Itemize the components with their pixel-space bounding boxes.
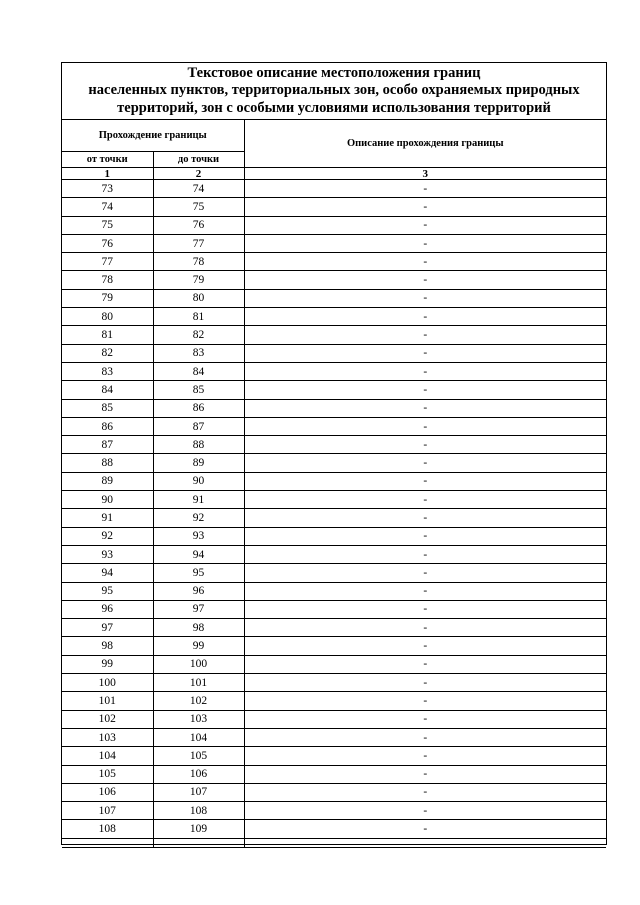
table-row xyxy=(62,362,606,380)
cell-from-point: 85 xyxy=(62,399,153,417)
table-row xyxy=(62,509,606,527)
cell-description: - xyxy=(244,674,606,692)
cell-to-point: 87 xyxy=(153,417,244,435)
header-col-2: 2 xyxy=(153,168,244,180)
table-row xyxy=(62,216,606,234)
cell-description: - xyxy=(244,710,606,728)
cell-to-point: 97 xyxy=(153,600,244,618)
cell-from-point: 99 xyxy=(62,655,153,673)
table-row xyxy=(62,655,606,673)
table-row xyxy=(62,381,606,399)
cell-description: - xyxy=(244,198,606,216)
cell-to-point: 100 xyxy=(153,655,244,673)
cell-from-point: 76 xyxy=(62,234,153,252)
cell-from-point: 73 xyxy=(62,180,153,198)
header-from-point: от точки xyxy=(62,152,153,168)
cell-to-point: 108 xyxy=(153,802,244,820)
cell-description: - xyxy=(244,491,606,509)
cell-from-point: 98 xyxy=(62,637,153,655)
cell-from-point: 107 xyxy=(62,802,153,820)
table-row xyxy=(62,564,606,582)
cell-to-point: 75 xyxy=(153,198,244,216)
cell-description: - xyxy=(244,600,606,618)
cell-from-point: 87 xyxy=(62,436,153,454)
table-row xyxy=(62,198,606,216)
document-title xyxy=(62,63,606,120)
cell-description: - xyxy=(244,783,606,801)
cell-from-point: 102 xyxy=(62,710,153,728)
cell-to-point: 105 xyxy=(153,747,244,765)
cell-from-point: 100 xyxy=(62,674,153,692)
cell-description: - xyxy=(244,728,606,746)
cell-to-point: 95 xyxy=(153,564,244,582)
cell-from-point: 78 xyxy=(62,271,153,289)
cell-from-point: 83 xyxy=(62,362,153,380)
header-col-3: 3 xyxy=(244,168,606,180)
table-row xyxy=(62,417,606,435)
cell-from-point: 97 xyxy=(62,619,153,637)
table-row xyxy=(62,637,606,655)
cell-from-point: 95 xyxy=(62,582,153,600)
cell-from-point: 81 xyxy=(62,326,153,344)
cell-to-point: 104 xyxy=(153,728,244,746)
cell-to-point: 88 xyxy=(153,436,244,454)
cell-to-point: 89 xyxy=(153,454,244,472)
cell-to-point: 102 xyxy=(153,692,244,710)
cell-to-point: 85 xyxy=(153,381,244,399)
cell-from-point: 75 xyxy=(62,216,153,234)
cell-description: - xyxy=(244,619,606,637)
cell-to-point: 76 xyxy=(153,216,244,234)
cell-to-point: 99 xyxy=(153,637,244,655)
cell-from-point: 84 xyxy=(62,381,153,399)
table-row xyxy=(62,802,606,820)
cell-description: - xyxy=(244,509,606,527)
cell-from-point: 94 xyxy=(62,564,153,582)
cell-from-point: 77 xyxy=(62,253,153,271)
title-line: территорий, зон с особыми условиями использования территорий xyxy=(117,99,551,116)
table-filler-row xyxy=(62,838,606,847)
table-body xyxy=(62,180,606,848)
cell-description: - xyxy=(244,326,606,344)
cell-to-point: 107 xyxy=(153,783,244,801)
header-col-1: 1 xyxy=(62,168,153,180)
cell-description: - xyxy=(244,802,606,820)
cell-to-point: 81 xyxy=(153,308,244,326)
cell-description: - xyxy=(244,454,606,472)
cell-to-point: 92 xyxy=(153,509,244,527)
cell-from-point: 105 xyxy=(62,765,153,783)
cell-to-point: 86 xyxy=(153,399,244,417)
cell-description: - xyxy=(244,216,606,234)
table-row xyxy=(62,472,606,490)
cell-from-point: 74 xyxy=(62,198,153,216)
cell-description: - xyxy=(244,381,606,399)
table-row xyxy=(62,454,606,472)
cell-description: - xyxy=(244,417,606,435)
cell-description: - xyxy=(244,308,606,326)
table-row xyxy=(62,234,606,252)
cell-description: - xyxy=(244,472,606,490)
table-row xyxy=(62,728,606,746)
table-row xyxy=(62,820,606,838)
cell-to-point: 82 xyxy=(153,326,244,344)
table-row xyxy=(62,582,606,600)
cell-to-point: 74 xyxy=(153,180,244,198)
cell-to-point: 78 xyxy=(153,253,244,271)
table-row xyxy=(62,527,606,545)
filler-cell xyxy=(244,838,606,847)
cell-to-point: 90 xyxy=(153,472,244,490)
boundary-table xyxy=(62,120,606,848)
title-line: населенных пунктов, территориальных зон, особо охраняемых природных xyxy=(88,82,580,99)
filler-cell xyxy=(153,838,244,847)
title-line: Текстовое описание местоположения границ xyxy=(187,64,481,81)
cell-from-point: 108 xyxy=(62,820,153,838)
table-row xyxy=(62,326,606,344)
document-frame xyxy=(61,62,607,845)
cell-from-point: 93 xyxy=(62,545,153,563)
table-row xyxy=(62,692,606,710)
cell-description: - xyxy=(244,436,606,454)
cell-description: - xyxy=(244,747,606,765)
cell-from-point: 80 xyxy=(62,308,153,326)
table-row xyxy=(62,674,606,692)
cell-to-point: 84 xyxy=(153,362,244,380)
table-row xyxy=(62,253,606,271)
cell-from-point: 106 xyxy=(62,783,153,801)
table-row xyxy=(62,399,606,417)
table-row xyxy=(62,783,606,801)
cell-description: - xyxy=(244,253,606,271)
cell-from-point: 91 xyxy=(62,509,153,527)
cell-from-point: 86 xyxy=(62,417,153,435)
table-row xyxy=(62,344,606,362)
cell-from-point: 89 xyxy=(62,472,153,490)
table-row xyxy=(62,619,606,637)
cell-to-point: 96 xyxy=(153,582,244,600)
cell-description: - xyxy=(244,344,606,362)
cell-to-point: 80 xyxy=(153,289,244,307)
cell-description: - xyxy=(244,180,606,198)
cell-description: - xyxy=(244,820,606,838)
cell-to-point: 101 xyxy=(153,674,244,692)
cell-from-point: 90 xyxy=(62,491,153,509)
cell-description: - xyxy=(244,765,606,783)
cell-description: - xyxy=(244,545,606,563)
cell-from-point: 103 xyxy=(62,728,153,746)
cell-to-point: 98 xyxy=(153,619,244,637)
table-row xyxy=(62,180,606,198)
cell-to-point: 91 xyxy=(153,491,244,509)
table-row xyxy=(62,271,606,289)
table-row xyxy=(62,491,606,509)
cell-to-point: 77 xyxy=(153,234,244,252)
cell-to-point: 103 xyxy=(153,710,244,728)
cell-description: - xyxy=(244,289,606,307)
cell-description: - xyxy=(244,271,606,289)
table-row xyxy=(62,308,606,326)
table-row xyxy=(62,600,606,618)
cell-from-point: 96 xyxy=(62,600,153,618)
cell-description: - xyxy=(244,692,606,710)
cell-to-point: 93 xyxy=(153,527,244,545)
cell-from-point: 82 xyxy=(62,344,153,362)
cell-from-point: 104 xyxy=(62,747,153,765)
cell-from-point: 101 xyxy=(62,692,153,710)
cell-description: - xyxy=(244,564,606,582)
filler-cell xyxy=(62,838,153,847)
table-row xyxy=(62,545,606,563)
table-row xyxy=(62,765,606,783)
cell-description: - xyxy=(244,582,606,600)
cell-description: - xyxy=(244,234,606,252)
header-passage: Прохождение границы xyxy=(62,120,244,152)
cell-description: - xyxy=(244,527,606,545)
header-to-point: до точки xyxy=(153,152,244,168)
cell-to-point: 83 xyxy=(153,344,244,362)
table-row xyxy=(62,710,606,728)
cell-from-point: 92 xyxy=(62,527,153,545)
table-row xyxy=(62,747,606,765)
cell-to-point: 109 xyxy=(153,820,244,838)
cell-description: - xyxy=(244,637,606,655)
cell-from-point: 88 xyxy=(62,454,153,472)
cell-to-point: 106 xyxy=(153,765,244,783)
header-description: Описание прохождения границы xyxy=(244,120,606,168)
table-row xyxy=(62,436,606,454)
cell-to-point: 94 xyxy=(153,545,244,563)
cell-description: - xyxy=(244,399,606,417)
cell-to-point: 79 xyxy=(153,271,244,289)
cell-description: - xyxy=(244,362,606,380)
cell-from-point: 79 xyxy=(62,289,153,307)
cell-description: - xyxy=(244,655,606,673)
table-row xyxy=(62,289,606,307)
